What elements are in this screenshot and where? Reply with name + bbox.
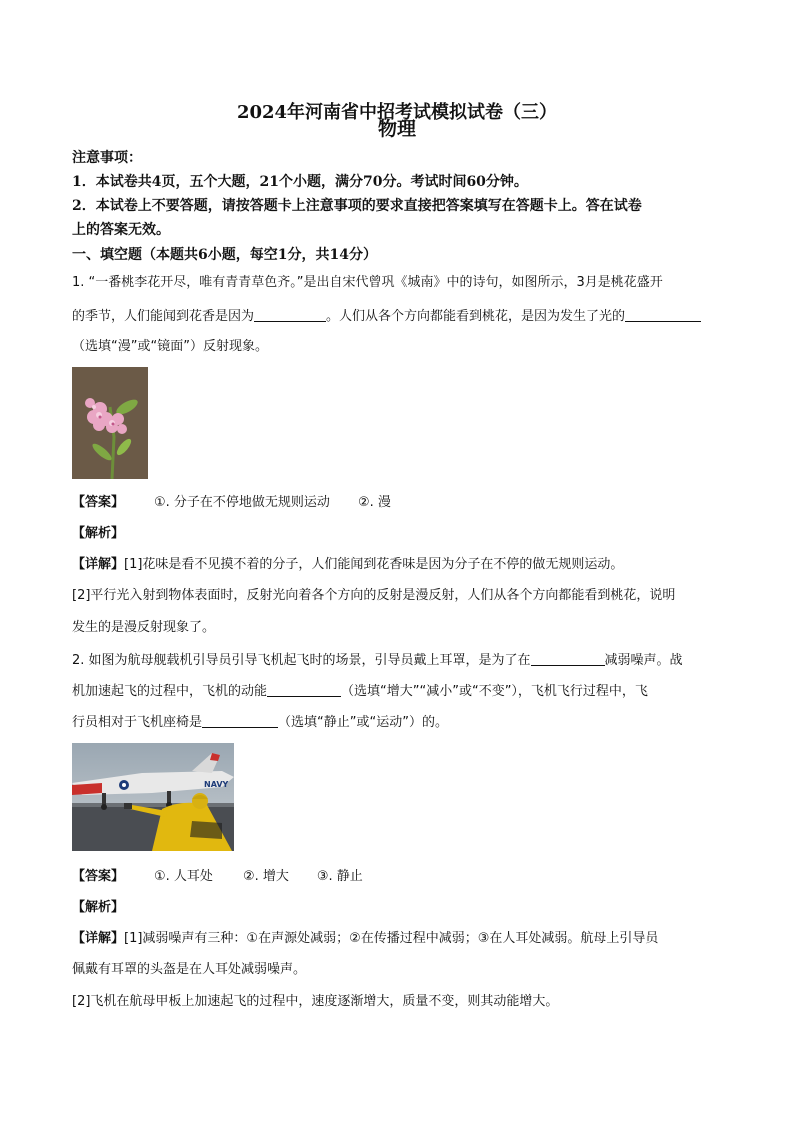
q1-line-2	[72, 305, 724, 327]
q2-line-3a: 行员相对于飞机座椅是	[72, 715, 203, 730]
q2-detail-1b: 佩戴有耳罩的头盔是在人耳处减弱噪声。	[72, 962, 307, 977]
q2-answer-1: ①. 人耳处	[154, 869, 213, 884]
q2-detail-2: [2]飞机在航母甲板上加速起飞的过程中，速度逐渐增大，质量不变，则其动能增大。	[72, 994, 559, 1009]
q1-answer-2: ②. 漫	[357, 495, 391, 510]
q1-blank-2	[625, 305, 701, 322]
q2-analysis: 【解析】	[72, 900, 125, 915]
q2-answer-2: ②. 增大	[242, 869, 289, 884]
notice-item-2a: 2．本试卷上不要答题，请按答题卡上注意事项的要求直接把答案填写在答题卡上。答在试卷	[72, 198, 642, 214]
q2-line-3	[72, 711, 724, 733]
q1-blank-1	[254, 305, 326, 322]
q2-detail-1a-text: [1]减弱噪声有三种：①在声源处减弱；②在传播过程中减弱；③在人耳处减弱。航母上引导员	[124, 931, 659, 946]
q1-line-3: （选填“漫”或“镜面”）反射现象。	[72, 339, 268, 354]
q2-blank-1	[531, 649, 605, 666]
q2-blank-2	[267, 680, 341, 697]
section-heading: 一、填空题（本题共6小题，每空1分，共14分）	[72, 247, 377, 263]
q2-line-1a: 2. 如图为航母舰载机引导员引导飞机起飞时的场景，引导员戴上耳罩，是为了在	[72, 653, 531, 668]
answer-label: 【答案】	[72, 495, 125, 510]
aircraft-carrier-image	[72, 743, 234, 851]
q1-detail-2b: 发生的是漫反射现象了。	[72, 620, 216, 635]
q2-line-1b: 减弱噪声。战	[604, 653, 683, 668]
q2-answer	[72, 867, 724, 887]
notice-item-1: 1．本试卷共4页，五个大题，21个小题，满分70分。考试时间60分钟。	[72, 174, 528, 190]
q1-detail-2a: [2]平行光入射到物体表面时，反射光向着各个方向的反射是漫反射，人们从各个方向都能看到桃花，说明	[72, 588, 676, 603]
answer-label: 【答案】	[72, 869, 125, 884]
q2-line-3b: （选填“静止”或“运动”）的。	[278, 715, 448, 730]
notice-item-2b: 上的答案无效。	[72, 222, 170, 238]
q2-answer-3: ③. 静止	[316, 869, 363, 884]
peach-blossom-image	[72, 367, 148, 479]
navy-marking: NAVY	[204, 780, 229, 789]
q1-answer	[72, 493, 724, 513]
detail-label: 【详解】	[72, 557, 125, 572]
q1-answer-1: ①. 分子在不停地做无规则运动	[154, 495, 330, 510]
q1-analysis: 【解析】	[72, 526, 125, 541]
q2-blank-3	[202, 711, 278, 728]
q1-detail-1-text: [1]花味是看不见摸不着的分子，人们能闻到花香味是因为分子在不停的做无规则运动。	[124, 557, 624, 572]
q2-line-2a: 机加速起飞的过程中，飞机的动能	[72, 684, 268, 699]
q1-line-2b: 。人们从各个方向都能看到桃花，是因为发生了光的	[326, 309, 626, 324]
q1-line-1: 1. “一番桃李花开尽，唯有青青草色齐。”是出自宋代曾巩《城南》中的诗句，如图所示，3月是桃花盛开	[72, 275, 663, 290]
q2-line-2	[72, 680, 724, 702]
q2-line-2b: （选填“增大”“减小”或“不变”），飞机飞行过程中，飞	[341, 684, 648, 699]
q1-detail-1	[72, 555, 724, 575]
exam-title: 2024年河南省中招考试模拟试卷（三）	[236, 102, 558, 123]
q2-line-1	[72, 649, 724, 671]
detail-label: 【详解】	[72, 931, 125, 946]
q2-detail-1a	[72, 929, 724, 949]
notice-heading: 注意事项：	[72, 150, 142, 166]
subject-title: 物理	[377, 118, 416, 140]
q1-line-2a: 的季节，人们能闻到花香是因为	[72, 309, 255, 324]
